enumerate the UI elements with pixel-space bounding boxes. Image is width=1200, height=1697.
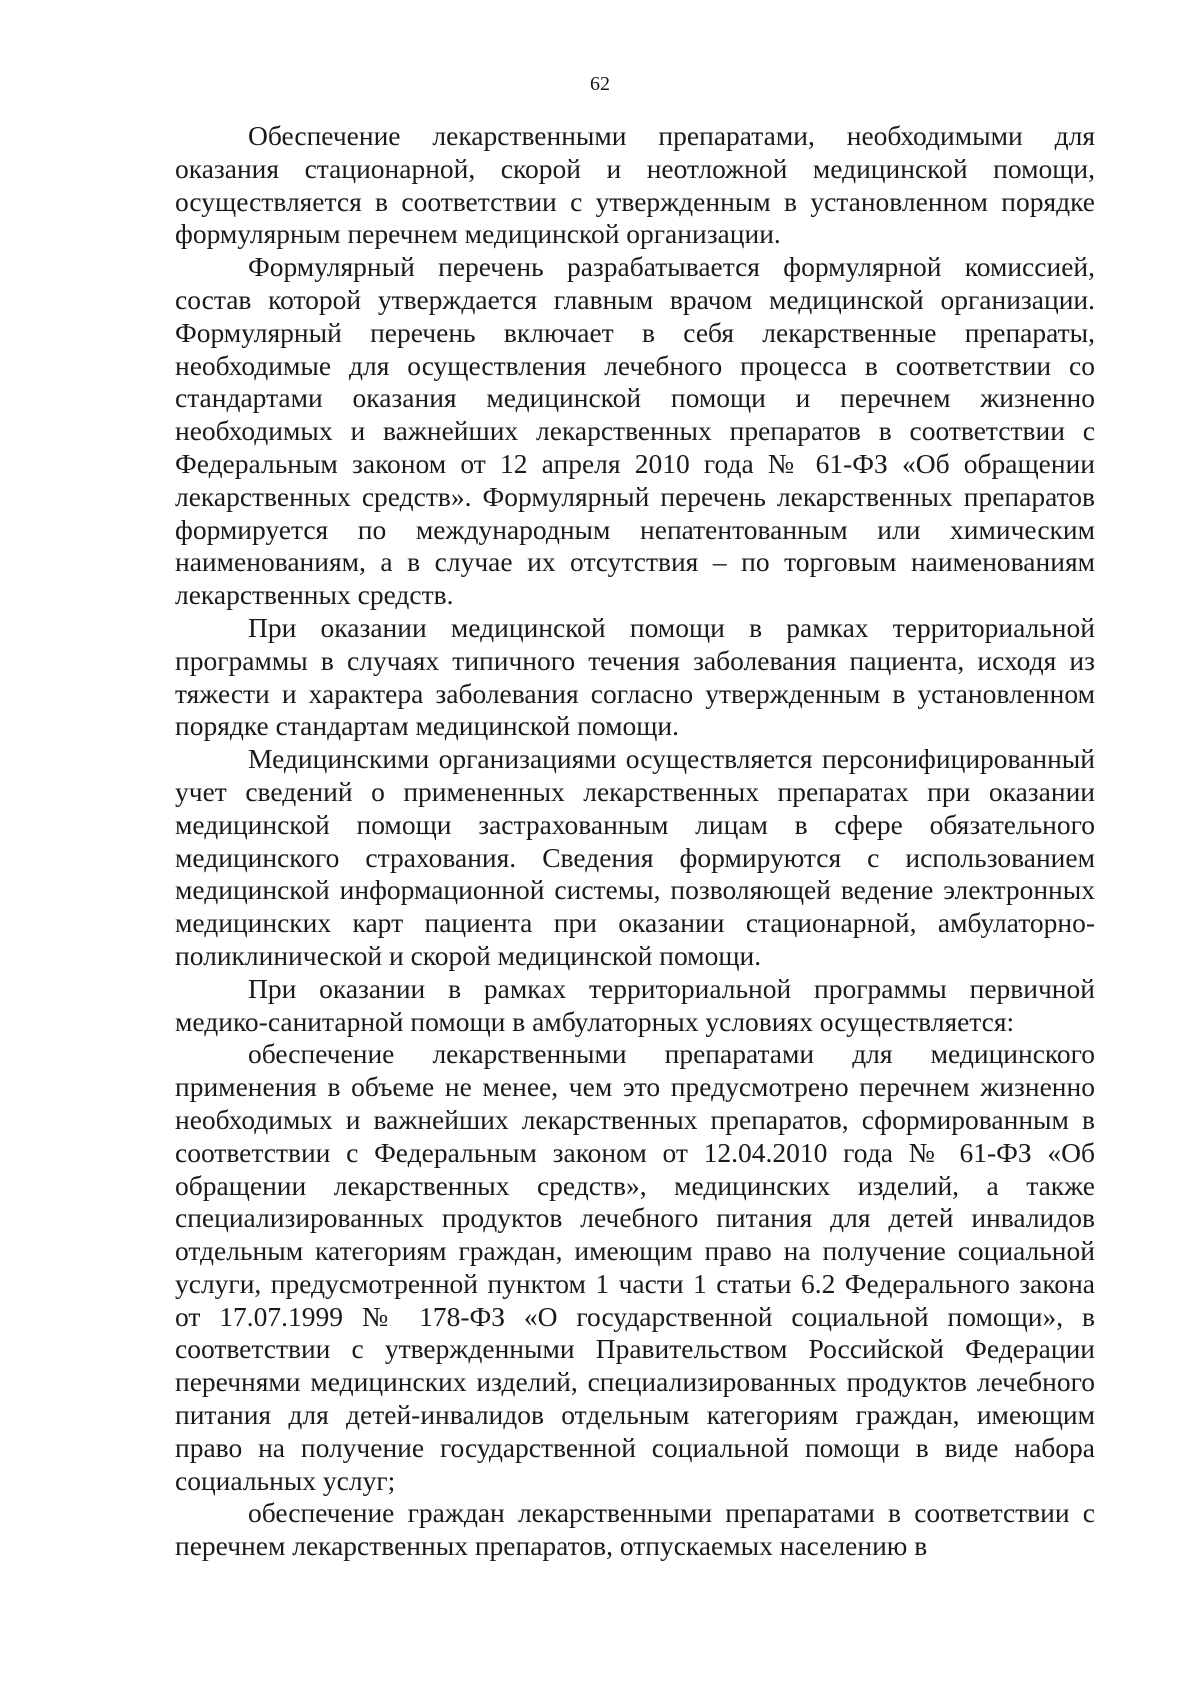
paragraph-citizen-drug-provision: обеспечение граждан лекарственными препаратами в соответствии с перечнем лекарственных препаратов, отпускаемых населению в: [175, 1497, 1095, 1562]
paragraph-drug-supply-inpatient: Обеспечение лекарственными препаратами, необходимыми для оказания стационарной, скорой и неотложной медицинской помощи, осуществляется в соответствии с утвержденным в установленном порядке формулярным перечнем медицинской организации.: [175, 120, 1095, 250]
paragraph-formulary-list: Формулярный перечень разрабатывается формулярной комиссией, состав которой утверждается главным врачом медицинской организации. Формулярный перечень включает в себя лекарственные препараты, необходимые для осуществления лечебного процесса в соответствии со стандартами оказания медицинской помощи и перечнем жизненно необходимых и важнейших лекарственных препаратов в соответствии с Федеральным законом от 12 апреля 2010 года № 61-ФЗ «Об обращении лекарственных средств». Формулярный перечень лекарственных препаратов формируется по международным непатентованным или химическим наименованиям, а в случае их отсутствия – по торговым наименованиям лекарственных средств.: [175, 251, 1095, 611]
page-number: 62: [590, 73, 610, 95]
paragraph-primary-care-intro: При оказании в рамках территориальной программы первичной медико-санитарной помощи в амбулаторных условиях осуществляется:: [175, 972, 1095, 1037]
paragraph-territorial-program-standards: При оказании медицинской помощи в рамках территориальной программы в случаях типичного течения заболевания пациента, исходя из тяжести и характера заболевания согласно утвержденным в установленном порядке стандартам медицинской помощи.: [175, 611, 1095, 742]
paragraph-personalized-accounting: Медицинскими организациями осуществляется персонифицированный учет сведений о примененных лекарственных препаратах при оказании медицинской помощи застрахованным лицам в сфере обязательного медицинского страхования. Сведения формируются с использованием медицинской информационной системы, позволяющей ведение электронных медицинских карт пациента при оказании стационарной, амбулаторно-поликлинической и скорой медицинской помощи.: [175, 743, 1095, 971]
document-body: [175, 120, 1095, 1563]
paragraph-drug-provision-item: обеспечение лекарственными препаратами для медицинского применения в объеме не менее, чем это предусмотрено перечнем жизненно необходимых и важнейших лекарственных препаратов, сформированным в соответствии с Федеральным законом от 12.04.2010 года № 61-ФЗ «Об обращении лекарственных средств», медицинских изделий, а также специализированных продуктов лечебного питания для детей инвалидов отдельным категориям граждан, имеющим право на получение социальной услуги, предусмотренной пунктом 1 части 1 статьи 6.2 Федерального закона от 17.07.1999 № 178-ФЗ «О государственной социальной помощи», в соответствии с утвержденными Правительством Российской Федерации перечнями медицинских изделий, специализированных продуктов лечебного питания для детей-инвалидов отдельным категориям граждан, имеющим право на получение государственной социальной помощи в виде набора социальных услуг;: [175, 1038, 1095, 1496]
